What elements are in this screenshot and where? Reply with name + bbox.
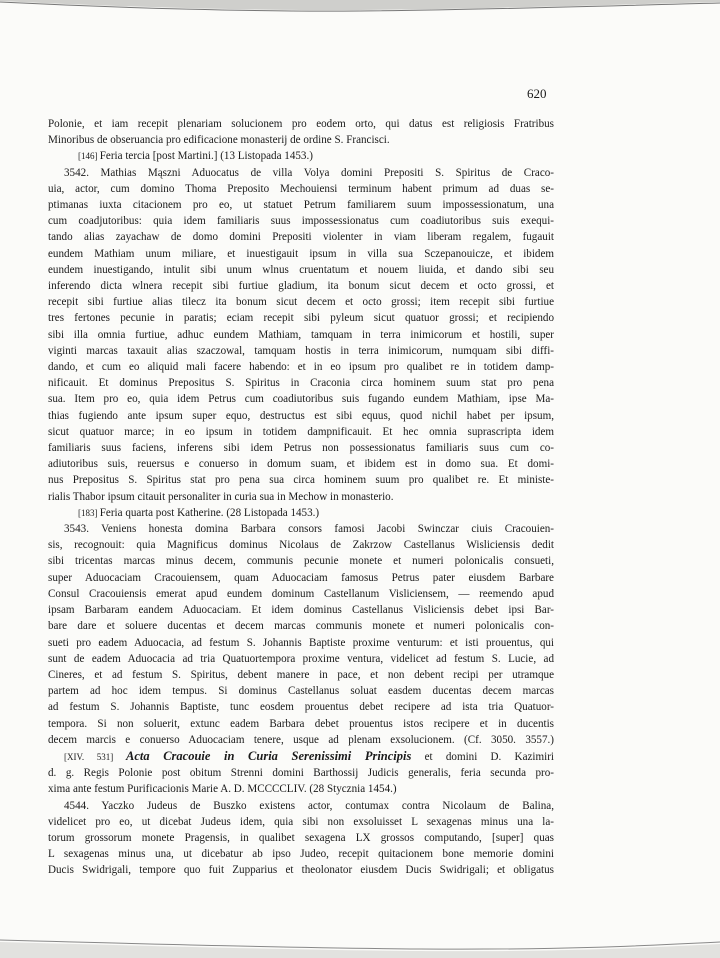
text-line — [48, 748, 554, 765]
text-line: adiutoribus suis, reuersus e conuerso in domum suam, et ibidem est in domo sua. Et domi- — [48, 458, 554, 471]
text-line: ad festum S. Johannis Baptiste, tunc eosdem prouentus debet recipere ad ista tria Quatuor- — [48, 701, 554, 714]
text-line: Consul Cracouiensis emerat apud eundem dominum Castellanum Visliciensem, — reemendo apud — [48, 587, 554, 600]
text-line: Ducis Swidrigali, tempore quo fuit Zupparius et theolonator eiusdem Ducis Swidrigali; et obligatus — [48, 864, 554, 877]
text-line: 3543. Veniens honesta domina Barbara consors famosi Jacobi Swinczar ciuis Cracouien- — [64, 523, 554, 536]
text-line: super Aduocaciam Cracouiensem, quam Aduocaciam famosus Petrus pater eiusdem Barbare — [48, 571, 554, 584]
text-line: tempora. Si non soluerit, extunc eadem Barbara debet prouentus istos recipere et in ducentis — [48, 717, 554, 730]
text-line — [48, 781, 554, 797]
text-line: nificauit. Et dominus Prepositus S. Spiritus in Craconia circa hominem suum stat pro pena — [48, 377, 554, 390]
text-run: tamquam hostis in terra inimicorum, numquam sibi diffi- — [244, 344, 554, 357]
text-line: torum grossorum monete Pragensis, in qualibet sexagena LX grossos computando, [super] quas — [48, 831, 554, 844]
bottom-edge-shadow — [0, 930, 720, 958]
text-line — [48, 148, 554, 164]
text-line: sicut quatuor marce; in eo ipsum in totidem dampnificauit. Et hec omnia suprascripta idem — [48, 425, 554, 438]
text-run: 3050. 3557.) — [481, 733, 554, 746]
text-line: Polonie, et iam recepit plenariam solucionem pro eodem orto, qui datus est religiosis Fratribus — [48, 118, 554, 130]
text-line: nus Prepositus S. Spiritus stat pro pena sua circa hominem suum pro qualibet re. Et ministe- — [48, 474, 554, 487]
text-line: ptimanas iuxta citacionem pro eo, ut statuet Petrum familiarem suum impossessionatum, una — [48, 199, 554, 212]
text-line: cum coadjutoribus: quia idem familiaris suus impossessionatus cum coadiutoribus suis exequi- — [48, 215, 554, 228]
text-line — [48, 505, 554, 521]
text-line: eundem Mathiam unum miliare, et inuestigauit ipsum in villa sua Sczepanouicze, et ibidem — [48, 247, 554, 260]
text-run: xima ante festum Purificacionis Marie A. D. MCCCCLIV. — [48, 783, 307, 796]
top-edge-shadow — [0, 0, 720, 22]
text-line: thias fugiendo ante ipsum super equo, destructus est sibi equus, quod nichil habet per ipsum, — [48, 409, 554, 422]
text-line: sueti pro eadem Aduocacia, ad festum S. Johannis Baptiste proxime venturum: et isti prouentus, qui — [48, 636, 554, 649]
text-line: 3542. Mathias Mąszni Aduocatus de villa Volya domini Prepositi S. Spiritus de Craco- — [64, 166, 554, 179]
text-line: videlicet pro eo, ut dicebat Judeus idem, quia sibi non exsoluisset L sexagenas minus una la- — [48, 815, 554, 828]
text-run: ita bonum sicut decem et octo grossi; item recepit sibi furtiue — [205, 296, 554, 309]
text-run: Cf. — [467, 733, 482, 746]
text-line: tres fertones pecunie in paratis; eciam recepit sibi pyleum sicut quatuor grossi; et recipiendo — [48, 312, 554, 325]
text-line — [48, 229, 554, 245]
body-text — [48, 116, 554, 879]
text-line — [48, 343, 554, 359]
text-line — [48, 765, 554, 781]
text-line: ipsam Barbaram eandem Aduocaciam. Et idem dominus Castellanus Visliciensis debet ipsi Bar- — [48, 604, 554, 617]
text-line: sibi illa omnia furtiue, adhuc eundem Mathiam, tamquam in terra inimicorum et hostili, super — [48, 328, 554, 341]
text-line: 4544. Yaczko Judeus de Buszko existens actor, contumax contra Nicolaum de Balina, — [64, 799, 554, 812]
text-line: Minoribus de obseruancia pro edificacione monasterij de ordine S. Francisci. — [48, 134, 390, 147]
text-line: uia, actor, cum domino Thoma Preposito Mechouiensi terminum habent primum ad duas se- — [48, 182, 554, 195]
text-line: sis, recognouit: quia Magnificus dominus Nicolaus de Zakrzow Castellanus Wisliciensis dedit — [48, 539, 554, 552]
text-line: sunt de eadem Aduocacia ad tria Quatuortempora proxime ventura, videlicet ad festum S. Lucie, ad — [48, 652, 554, 665]
text-run: [146] — [78, 151, 100, 162]
text-line: rialis Thabor ipsum citauit personaliter in curia sua in Mechow in monasterio. — [48, 490, 394, 503]
text-run: [XIV. 531] — [64, 751, 127, 762]
text-run: [183] — [78, 507, 100, 518]
text-run: szaczowal, — [196, 344, 245, 357]
text-line: sibi tricentas marcas minus decem, communis pecunie monete et numeri polonicalis consueti, — [48, 555, 554, 568]
text-run: (28 Stycznia 1454.) — [306, 783, 397, 796]
text-run: tilecz — [181, 296, 206, 309]
text-run: tando alias — [48, 231, 116, 244]
text-line: sua. Item pro eo, quia idem Petrus cum coadiutoribus suis fugando eundem Mathiam, ipse Ma- — [48, 393, 554, 406]
text-run: et domini D. Kazimiri — [411, 750, 554, 763]
text-run: Feria tercia [post Martini.] — [99, 150, 218, 163]
text-run: d. g. Regis Polonie post obitum Strenni domini Barthossij Judicis generalis, feria secunda pro- — [48, 767, 554, 780]
text-line: bare dare et soluere ducentas et decem marcas communis monete et numeri polonicalis con- — [48, 620, 554, 633]
page-number: 620 — [527, 86, 547, 101]
text-run: recepit sibi furtiue alias — [48, 296, 182, 309]
text-run: (13 Listopada 1453.) — [217, 150, 313, 163]
text-run: decem marcis e conuerso Aduocaciam tenere, usque ad plenam exsolucionem. ( — [48, 733, 468, 746]
text-line: L sexagenas minus una, ut dicebatur ab ipso Judeo, recepit quitacionem bone memorie domini — [48, 848, 554, 861]
text-run: viginti marcas taxauit alias — [48, 344, 197, 357]
text-run: Acta Cracouie in Curia Serenissimi Principis — [126, 748, 412, 763]
text-line: partem ad hoc idem tempus. Si dominus Castellanus soluat easdem ducentas decem marcas — [48, 685, 554, 698]
text-run: zayachaw — [115, 231, 160, 244]
text-run: (28 Listopada 1453.) — [223, 506, 320, 519]
text-line: inferendo dicta wlnera recepit sibi furtiue gladium, ita bonum sicut decem et octo grossi, et — [48, 280, 554, 293]
text-line: eundem inuestigando, intulit sibi unum wlnus cruentatum et nouem liuida, et dando sibi seu — [48, 263, 554, 276]
text-line — [48, 732, 554, 748]
text-line: dando, et cum eo aliquid mali facere habendo: et in eo ipsum pro qualibet re in totidem damp- — [48, 361, 554, 374]
text-run: Feria quarta post Katherine. — [99, 506, 224, 519]
text-line: familiaris suus faciens, inferens sibi idem Petrus non possessionatus familiaris suus cum co- — [48, 442, 554, 455]
text-line — [48, 294, 554, 310]
text-run: de domo domini Prepositi violenter in viam liberam regalem, fugauit — [159, 231, 554, 244]
text-line: Cineres, et ad festum S. Spiritus, debent manere in pace, et non debent recipi per utramque — [48, 668, 554, 681]
